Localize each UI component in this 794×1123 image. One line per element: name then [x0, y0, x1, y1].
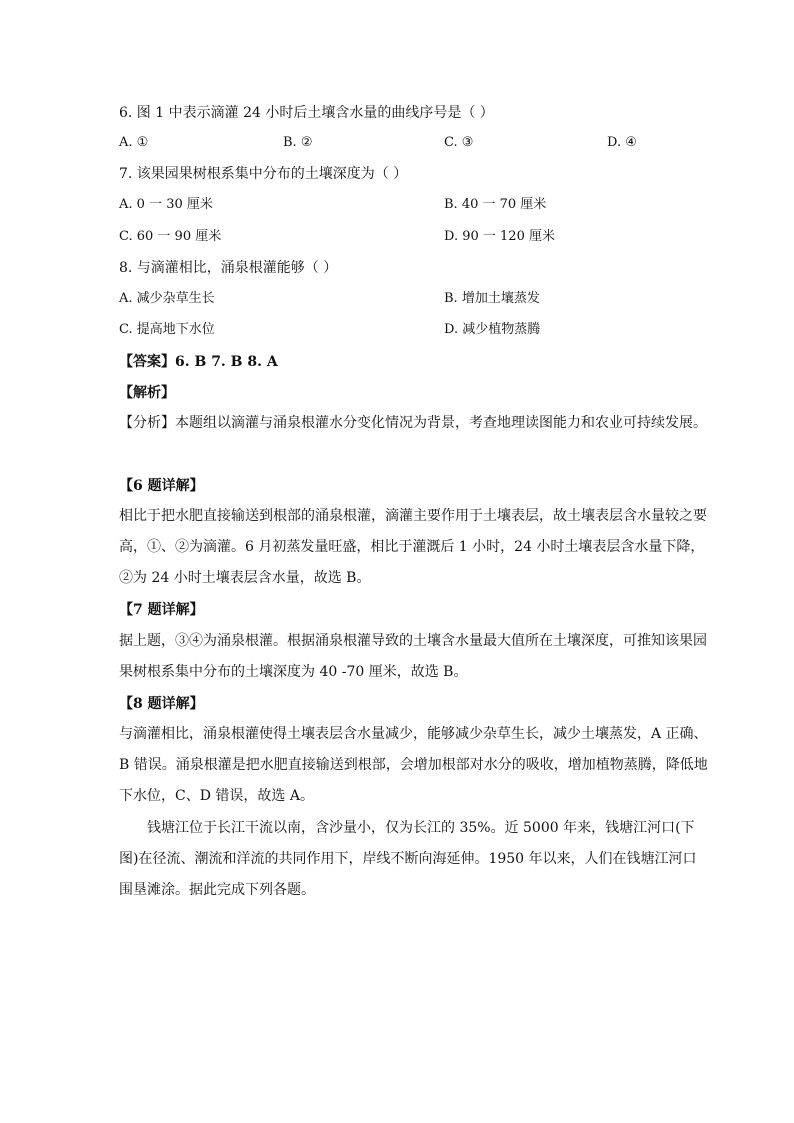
detail-6-heading: 【6 题详解】: [119, 478, 204, 494]
question-6-option-b: B. ②: [283, 135, 313, 150]
question-8-stem: 8. 与滴灌相比，涌泉根灌能够（ ）: [119, 260, 338, 276]
question-8-option-a: A. 减少杂草生长: [119, 291, 215, 306]
detail-7-heading: 【7 题详解】: [119, 602, 204, 618]
detail-8-heading: 【8 题详解】: [119, 696, 204, 712]
question-6-stem: 6. 图 1 中表示滴灌 24 小时后土壤含水量的曲线序号是（ ）: [119, 105, 494, 121]
question-8-option-c: C. 提高地下水位: [119, 322, 215, 337]
detail-8-paragraph: 与滴灌相比，涌泉根灌使得土壤表层含水量减少，能够减少杂草生长，减少土壤蒸发，A 正确、B 错误。涌泉根灌是把水肥直接输送到根部，会增加根部对水分的吸收，增加植物蒸腾，降低地下水位，C、D 错误，故选 A。: [119, 726, 708, 804]
question-8-option-b: B. 增加土壤蒸发: [444, 291, 540, 306]
question-7-option-a: A. 0 一 30 厘米: [119, 197, 213, 212]
question-7-stem: 7. 该果园果树根系集中分布的土壤深度为（ ）: [119, 166, 408, 182]
question-8-option-d: D. 减少植物蒸腾: [444, 322, 541, 337]
question-7-option-c: C. 60 一 90 厘米: [119, 229, 222, 244]
analysis-paragraph: 【分析】本题组以滴灌与涌泉根灌水分变化情况为背景，考查地理读图能力和农业可持续发展。: [119, 415, 707, 431]
question-6-option-a: A. ①: [119, 135, 149, 150]
analysis-heading: 【解析】: [119, 385, 175, 401]
answer-line: 【答案】6. B 7. B 8. A: [119, 354, 278, 370]
question-7-option-b: B. 40 一 70 厘米: [444, 197, 547, 212]
question-6-option-c: C. ③: [444, 135, 474, 150]
question-7-option-d: D. 90 一 120 厘米: [444, 229, 555, 244]
detail-6-paragraph: 相比于把水肥直接输送到根部的涌泉根灌，滴灌主要作用于土壤表层，故土壤表层含水量较之要高，①、②为滴灌。6 月初蒸发量旺盛，相比于灌溉后 1 小时，24 小时土壤表层含水量下降，②为 24 小时土壤表层含水量，故选 B。: [119, 508, 707, 586]
detail-7-paragraph: 据上题，③④为涌泉根灌。根据涌泉根灌导致的土壤含水量最大值所在土壤深度，可推知该果园果树根系集中分布的土壤深度为 40 -70 厘米，故选 B。: [119, 633, 707, 680]
passage-paragraph: 钱塘江位于长江干流以南，含沙量小，仅为长江的 35%。近 5000 年来，钱塘江河口(下图)在径流、潮流和洋流的共同作用下，岸线不断向海延伸。1950 年以来，人们在钱塘江河口围垦滩涂。据此完成下列各题。: [119, 820, 697, 898]
question-6-option-d: D. ④: [607, 135, 637, 150]
